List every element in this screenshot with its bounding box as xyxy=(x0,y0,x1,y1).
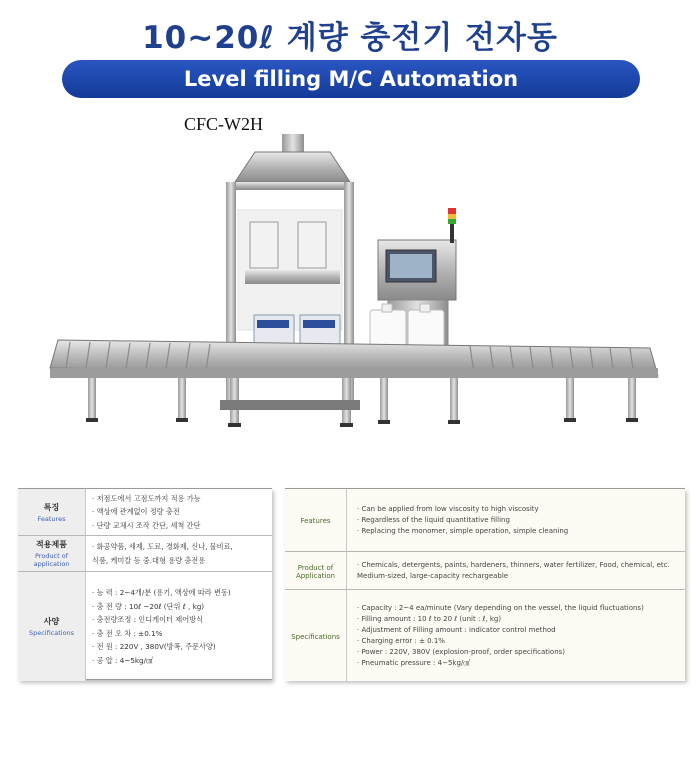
row-items xyxy=(86,489,272,535)
list-item: 식품, 케미칼 등 중.대형 용량 충전용 xyxy=(92,555,206,565)
list-item: · 충 전 량 : 10ℓ ~20ℓ (단위 ℓ , kg) xyxy=(92,601,205,611)
label-ko: 특징 xyxy=(43,502,60,512)
row-label xyxy=(18,536,86,571)
label-en: Specifications xyxy=(28,629,75,637)
list-item: · Power : 220V, 380V (explosion-proof, order specifications) xyxy=(357,647,566,656)
list-item: · 액상에 관계없이 정량 충전 xyxy=(92,507,180,517)
list-item: · Filling amount : 10 ℓ to 20 ℓ (unit : ℓ, kg) xyxy=(357,614,502,623)
spec-row-specifications-ko xyxy=(18,571,272,681)
list-item: · Adjustment of Filling amount : indicator control method xyxy=(357,625,556,634)
list-item: · 공 압 : 4~5kg/㎠ xyxy=(92,655,154,665)
list-item: · Regardless of the liquid quantitative filling xyxy=(357,515,510,524)
row-label xyxy=(285,489,347,551)
model-number: CFC-W2H xyxy=(184,114,264,134)
row-items xyxy=(86,536,272,571)
list-item: Medium-sized, large-capacity rechargeable xyxy=(357,571,509,580)
list-item: · Replacing the monomer, simple operation, simple cleaning xyxy=(357,526,569,535)
row-label xyxy=(18,572,86,681)
list-item: · Can be applied from low viscosity to high viscosity xyxy=(357,504,539,513)
row-label xyxy=(18,489,86,535)
list-item: · 전 원 : 220V , 380V(방폭, 주문사양) xyxy=(92,642,216,651)
row-items xyxy=(347,489,685,551)
label-en: Features xyxy=(300,517,331,525)
label-en: Features xyxy=(37,514,66,523)
label-ko: 적용제품 xyxy=(36,540,67,549)
spec-table-en xyxy=(285,488,685,680)
list-item: · Charging error : ± 0.1% xyxy=(357,636,445,645)
list-item: · 저점도에서 고점도까지 적용 가능 xyxy=(92,493,201,503)
spec-row-products-en xyxy=(285,551,685,589)
label-en: Specifications xyxy=(291,632,340,641)
label-en: Product of application xyxy=(33,552,70,568)
label-ko: 사양 xyxy=(43,617,60,626)
spec-row-features-en xyxy=(285,489,685,551)
spec-row-features-ko xyxy=(18,489,272,535)
spec-table-ko xyxy=(18,488,272,680)
label-en: Product of Application xyxy=(295,563,336,580)
row-label xyxy=(285,552,347,589)
list-item: · 충전량조정 : 인디게이터 제어방식 xyxy=(92,615,204,624)
page-title: 10~20ℓ 계량 충전기 전자동 xyxy=(142,20,558,56)
machine-photo xyxy=(30,130,680,460)
spec-row-products-ko xyxy=(18,535,272,571)
row-label xyxy=(285,590,347,681)
list-item: · 능 력 : 2~4개/분 (용기, 액상에 따라 변동) xyxy=(92,588,231,597)
list-item: · Capacity : 2~4 ea/minute (Vary depending on the vessel, the liquid fluctuations) xyxy=(357,603,644,612)
list-item: · 화공약품, 세제, 도료, 경화제, 신나, 물비료, xyxy=(92,542,233,551)
row-items xyxy=(347,590,685,681)
list-item: · Chemicals, detergents, paints, hardeners, thinners, water fertilizer, Food, chemical, etc. xyxy=(357,560,670,569)
row-items xyxy=(347,552,685,589)
list-item: · 단량 교체시 조작 간단, 세척 간단 xyxy=(92,520,201,530)
title-banner: Level filling M/C Automation xyxy=(62,60,640,98)
list-item: · Pneumatic pressure : 4~5kg/㎠ xyxy=(357,658,471,667)
spec-row-specifications-en xyxy=(285,589,685,681)
list-item: · 충 전 오 차 : ±0.1% xyxy=(92,628,163,638)
row-items xyxy=(86,572,272,681)
